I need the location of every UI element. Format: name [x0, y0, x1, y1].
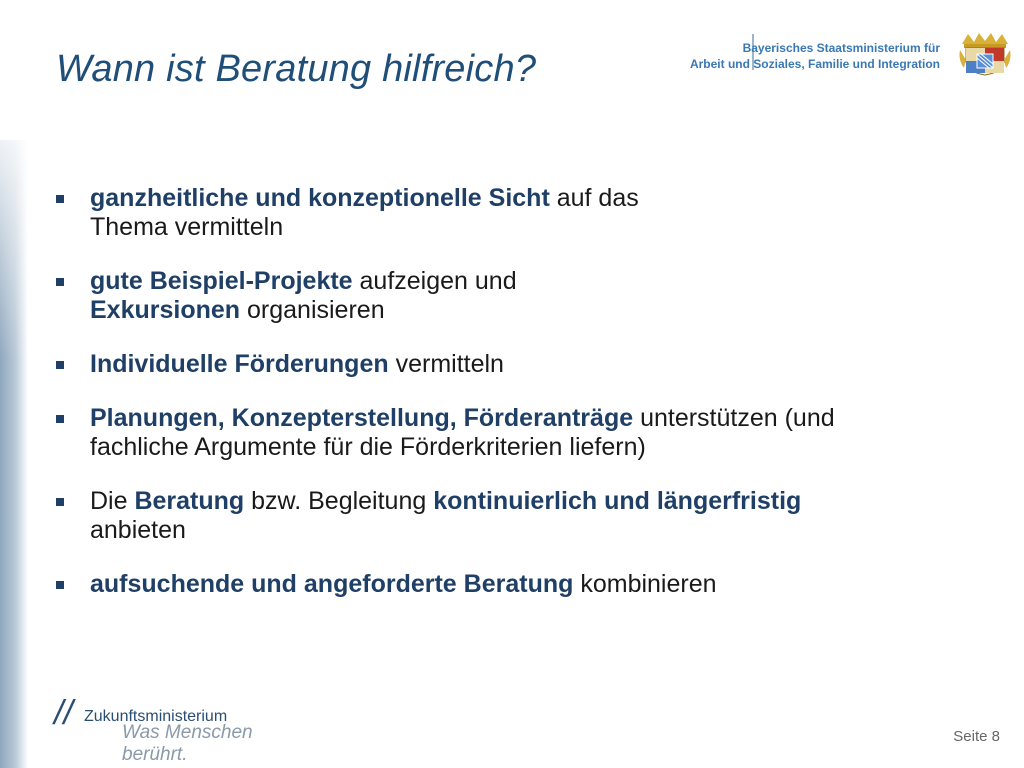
bullet-list	[56, 184, 976, 624]
zukunftsministerium-logo	[54, 694, 314, 765]
bullet-bold-text: aufsuchende und angeforderte Beratung	[90, 570, 574, 598]
bullet-bold-text: gute Beispiel-Projekte	[90, 267, 353, 295]
bullet-text: vermitteln	[388, 350, 504, 378]
bullet-item	[56, 267, 976, 325]
square-bullet-icon	[56, 278, 64, 286]
bullet-text: unterstützen (und	[633, 404, 835, 432]
bullet-bold-text: kontinuierlich und längerfristig	[433, 487, 802, 515]
ministry-name	[690, 40, 940, 72]
page-title: Wann ist Beratung hilfreich?	[56, 48, 537, 90]
square-bullet-icon	[56, 415, 64, 423]
square-bullet-icon	[56, 498, 64, 506]
square-bullet-icon	[56, 195, 64, 203]
bullet-text: fachliche Argumente für die Förderkriterien liefern)	[90, 433, 646, 461]
bullet-text: kombinieren	[573, 570, 717, 598]
bullet-text: aufzeigen und	[352, 267, 517, 295]
bullet-item	[56, 184, 976, 242]
bullet-text: bzw. Begleitung	[244, 487, 434, 515]
left-decorative-band	[0, 140, 28, 768]
bullet-text: Thema vermitteln	[90, 213, 284, 241]
bullet-item	[56, 487, 976, 545]
bullet-text: Die	[90, 487, 135, 515]
bullet-bold-text: Beratung	[134, 487, 245, 515]
logo-slashes: //	[54, 694, 73, 732]
bavarian-coat-of-arms-icon	[958, 30, 1012, 76]
square-bullet-icon	[56, 581, 64, 589]
ministry-name-line-1: Bayerisches Staatsministerium für	[742, 41, 940, 55]
bullet-text: organisieren	[240, 296, 385, 324]
logo-name: Zukunftsministerium	[84, 708, 228, 725]
bullet-item	[56, 350, 976, 379]
bullet-item	[56, 570, 976, 599]
bullet-text: anbieten	[90, 516, 186, 544]
ministry-name-line-2: Arbeit und Soziales, Familie und Integration	[689, 57, 940, 71]
bullet-bold-text: Exkursionen	[90, 296, 241, 324]
bullet-item	[56, 404, 976, 462]
square-bullet-icon	[56, 361, 64, 369]
bullet-text: auf das	[549, 184, 639, 212]
bullet-bold-text: Planungen, Konzepterstellung, Förderanträge	[90, 404, 634, 432]
bullet-bold-text: ganzheitliche und konzeptionelle Sicht	[90, 184, 550, 212]
logo-tagline: Was Menschen berührt.	[122, 722, 253, 765]
page-number: Seite 8	[953, 728, 1000, 745]
bullet-bold-text: Individuelle Förderungen	[90, 350, 389, 378]
